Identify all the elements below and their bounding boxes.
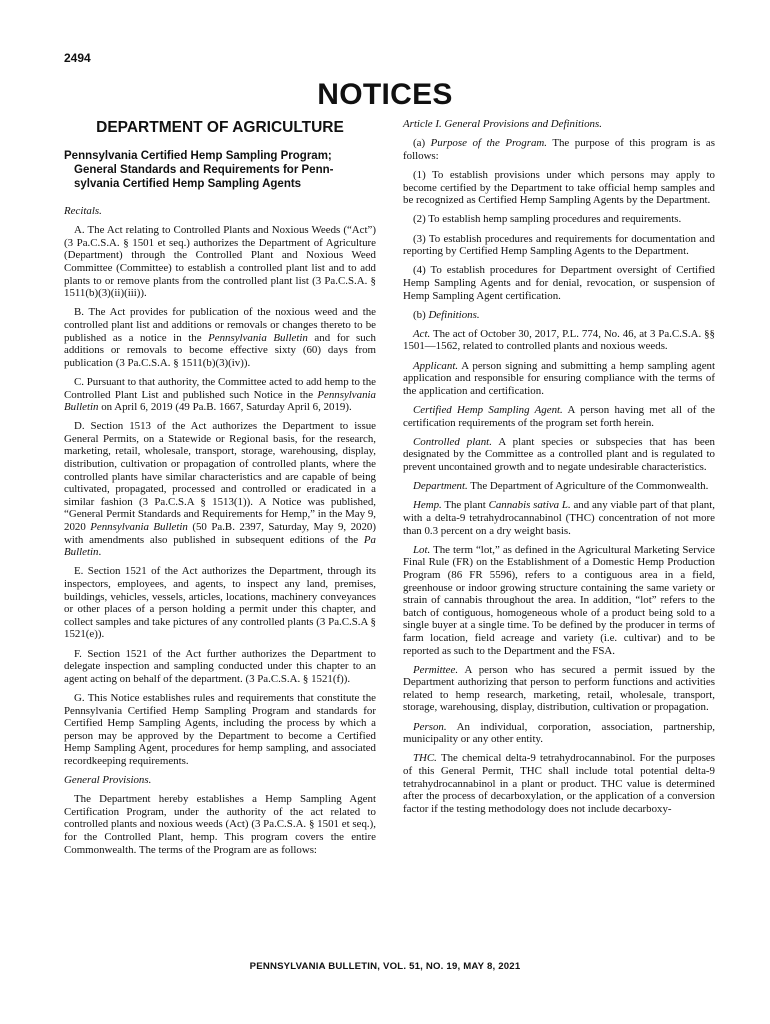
recital-f: F. Section 1521 of the Act further authorizes the Department to delegate inspection and sampling conducted under this chapter to an agent acting on behalf of the department. (3 Pa.C.S.A. § 1521(f)). <box>64 647 376 685</box>
purpose-item-1: (1) To establish provisions under which persons may apply to become certified by the Department to take official hemp samples and be recognized as Certified Hemp Sampling Agents by the Department. <box>403 168 715 207</box>
definition-act: Act. The act of October 30, 2017, P.L. 774, No. 46, at 3 Pa.C.S.A. §§ 1501—1562, related to controlled plants and noxious weeds. <box>403 327 715 353</box>
notice-title-line-1: Pennsylvania Certified Hemp Sampling Program; <box>64 150 332 162</box>
definition-controlled-plant: Controlled plant. A plant species or subspecies that has been designated by the Committee as a controlled plant and is regulated to prevent uncontained growth and to negate undesirable characteristics. <box>403 435 716 473</box>
general-provisions-text: The Department hereby establishes a Hemp Sampling Agent Certification Program, under the authority of the act related to controlled plants and noxious weeds (Act) (3 Pa.C.S.A. § 1501 et seq.), for the Controlled Plant, hemp. This program covers the entire Commonwealth. The terms of the Program are as follows: <box>64 793 376 856</box>
notice-title-line-2: General Standards and Requirements for Penn- <box>74 164 334 176</box>
definition-department: Department. The Department of Agriculture of the Commonwealth. <box>413 480 709 493</box>
department-heading: DEPARTMENT OF AGRICULTURE <box>96 119 344 136</box>
recital-a: A. The Act relating to Controlled Plants and Noxious Weeds (“Act”) (3 Pa.C.S.A. § 1501 et seq.) authorizes the Department of Agriculture (Department) through the Controlled Plant and Noxious Weed Committee (Committee) to establish a controlled plant list and to add plants to or remove plants from the controlled plant list (3 Pa.C.S.A. § 1511(b)(3)(ii)(iii)). <box>64 224 376 300</box>
definition-permittee: Permittee. A person who has secured a permit issued by the Department authorizing that person to perform functions and activities related to hemp research, marketing, retail, wholesale, transport, storage, warehousing, display, distribution, cultivation or propagation. <box>403 663 715 714</box>
section-banner: NOTICES <box>317 78 453 111</box>
left-column <box>64 118 376 863</box>
purpose-item-3: (3) To establish procedures and requirements for documentation and reporting by Certified Hemp Sampling Agents to the Department. <box>403 232 715 258</box>
recital-d: D. Section 1513 of the Act authorizes the Department to issue General Permits, on a Statewide or Regional basis, for the research, marketing, retail, wholesale, transport, storage, warehousing, display, distribution, cultivation or propagation of controlled plants, where the controlled plants have similar characteristics and are capable of being cultivated, propagated, processed and controlled or eradicated in a similar fashion (3 Pa.C.S.A § 1513(1)). A Notice was published, “General Permit Standards and Requirements for Hemp,” in the May 9, 2020 Pennsylvania Bulletin (50 Pa.B. 2397, Saturday, May 9, 2020) with amendments also published in subsequent editions of the Pa Bulletin. <box>64 420 376 559</box>
notice-title-line-3: sylvania Certified Hemp Sampling Agents <box>74 178 302 190</box>
definition-thc: THC. The chemical delta-9 tetrahydrocannabinol. For the purposes of this General Permit, THC shall include total potential delta-9 tetrahydrocannabinol in a plant or product. THC value is determined after the process of decarboxylation, or the application of a conversion factor if the testing methodology does not include decarboxy- <box>403 752 716 815</box>
recital-b: B. The Act provides for publication of the noxious weed and the controlled plant list and additions or removals or changes thereto to be published as a notice in the Pennsylvania Bulletin and for such additions or removals to become effective sixty (60) days from publication (3 Pa.C.S.A. § 1511(b)(3)(iv)). <box>64 306 376 369</box>
purpose-item-2: (2) To establish hemp sampling procedures and requirements. <box>413 213 682 226</box>
article-heading: Article I. General Provisions and Definitions. <box>403 118 602 130</box>
definition-certified-agent: Certified Hemp Sampling Agent. A person having met all of the certification requirements of the program set forth herein. <box>403 404 716 429</box>
right-column <box>403 118 715 822</box>
definition-person: Person. An individual, corporation, association, partnership, municipality or any other entity. <box>403 720 715 746</box>
recital-e: E. Section 1521 of the Act authorizes the Department, through its inspectors, employees, and agents, to inspect any land, premises, buildings, vehicles, vessels, articles, locations, machinery conveyances or other places of a person holding a permit under this chapter, and collect samples and take pictures of any controlled plants (3 Pa.C.S.A § 1521(e)). <box>64 565 376 641</box>
definition-lot: Lot. The term “lot,” as defined in the Agricultural Marketing Service Final Rule (FR) on the Establishment of a Domestic Hemp Production Program (86 FR 5596), refers to a contiguous area in a field, greenhouse or indoor growing structure containing the same variety or strain of cannabis throughout the area. In addition, “lot” refers to the batch of contiguous, homogeneous whole of a product being sold to a single buyer at a single time. To be defined by the producer in terms of farm location, field acreage and variety (i.e. cultivar) and to be reported as such to the Department and the FSA. <box>403 543 715 657</box>
recital-g: G. This Notice establishes rules and requirements that constitute the Pennsylvania Certified Hemp Sampling Program and standards for Certified Hemp Sampling Agents, including the process by which a person may be approved by the Department to become a Certified Hemp Sampling Agent, procedures for hemp sampling, and associated recordkeeping requirements. <box>64 691 376 767</box>
page-number: 2494 <box>64 51 91 65</box>
definitions-heading: (b) Definitions. <box>413 308 480 321</box>
definition-applicant: Applicant. A person signing and submitting a hemp sampling agent application and responsible for ensuring compliance with the terms of the application and certification. <box>403 359 716 397</box>
recitals-heading: Recitals. <box>64 205 102 217</box>
purpose-paragraph: (a) Purpose of the Program. The purpose of this program is as follows: <box>403 137 715 162</box>
page-footer: PENNSYLVANIA BULLETIN, VOL. 51, NO. 19, MAY 8, 2021 <box>249 961 521 972</box>
definition-hemp: Hemp. The plant Cannabis sativa L. and any viable part of that plant, with a delta-9 tetrahydrocannabinol (THC) concentration of not more than 0.3 percent on a dry weight basis. <box>403 499 715 537</box>
recital-c: C. Pursuant to that authority, the Committee acted to add hemp to the Controlled Plant List and published such Notice in the Pennsylvania Bulletin on April 6, 2019 (49 Pa.B. 1667, Saturday April 6, 2019). <box>64 375 376 414</box>
notice-title <box>64 149 376 191</box>
general-provisions-heading: General Provisions. <box>64 774 152 787</box>
purpose-item-4: (4) To establish procedures for Department oversight of Certified Hemp Sampling Agents and for denial, revocation, or suspension of Hemp Sampling Agent certification. <box>403 264 715 302</box>
